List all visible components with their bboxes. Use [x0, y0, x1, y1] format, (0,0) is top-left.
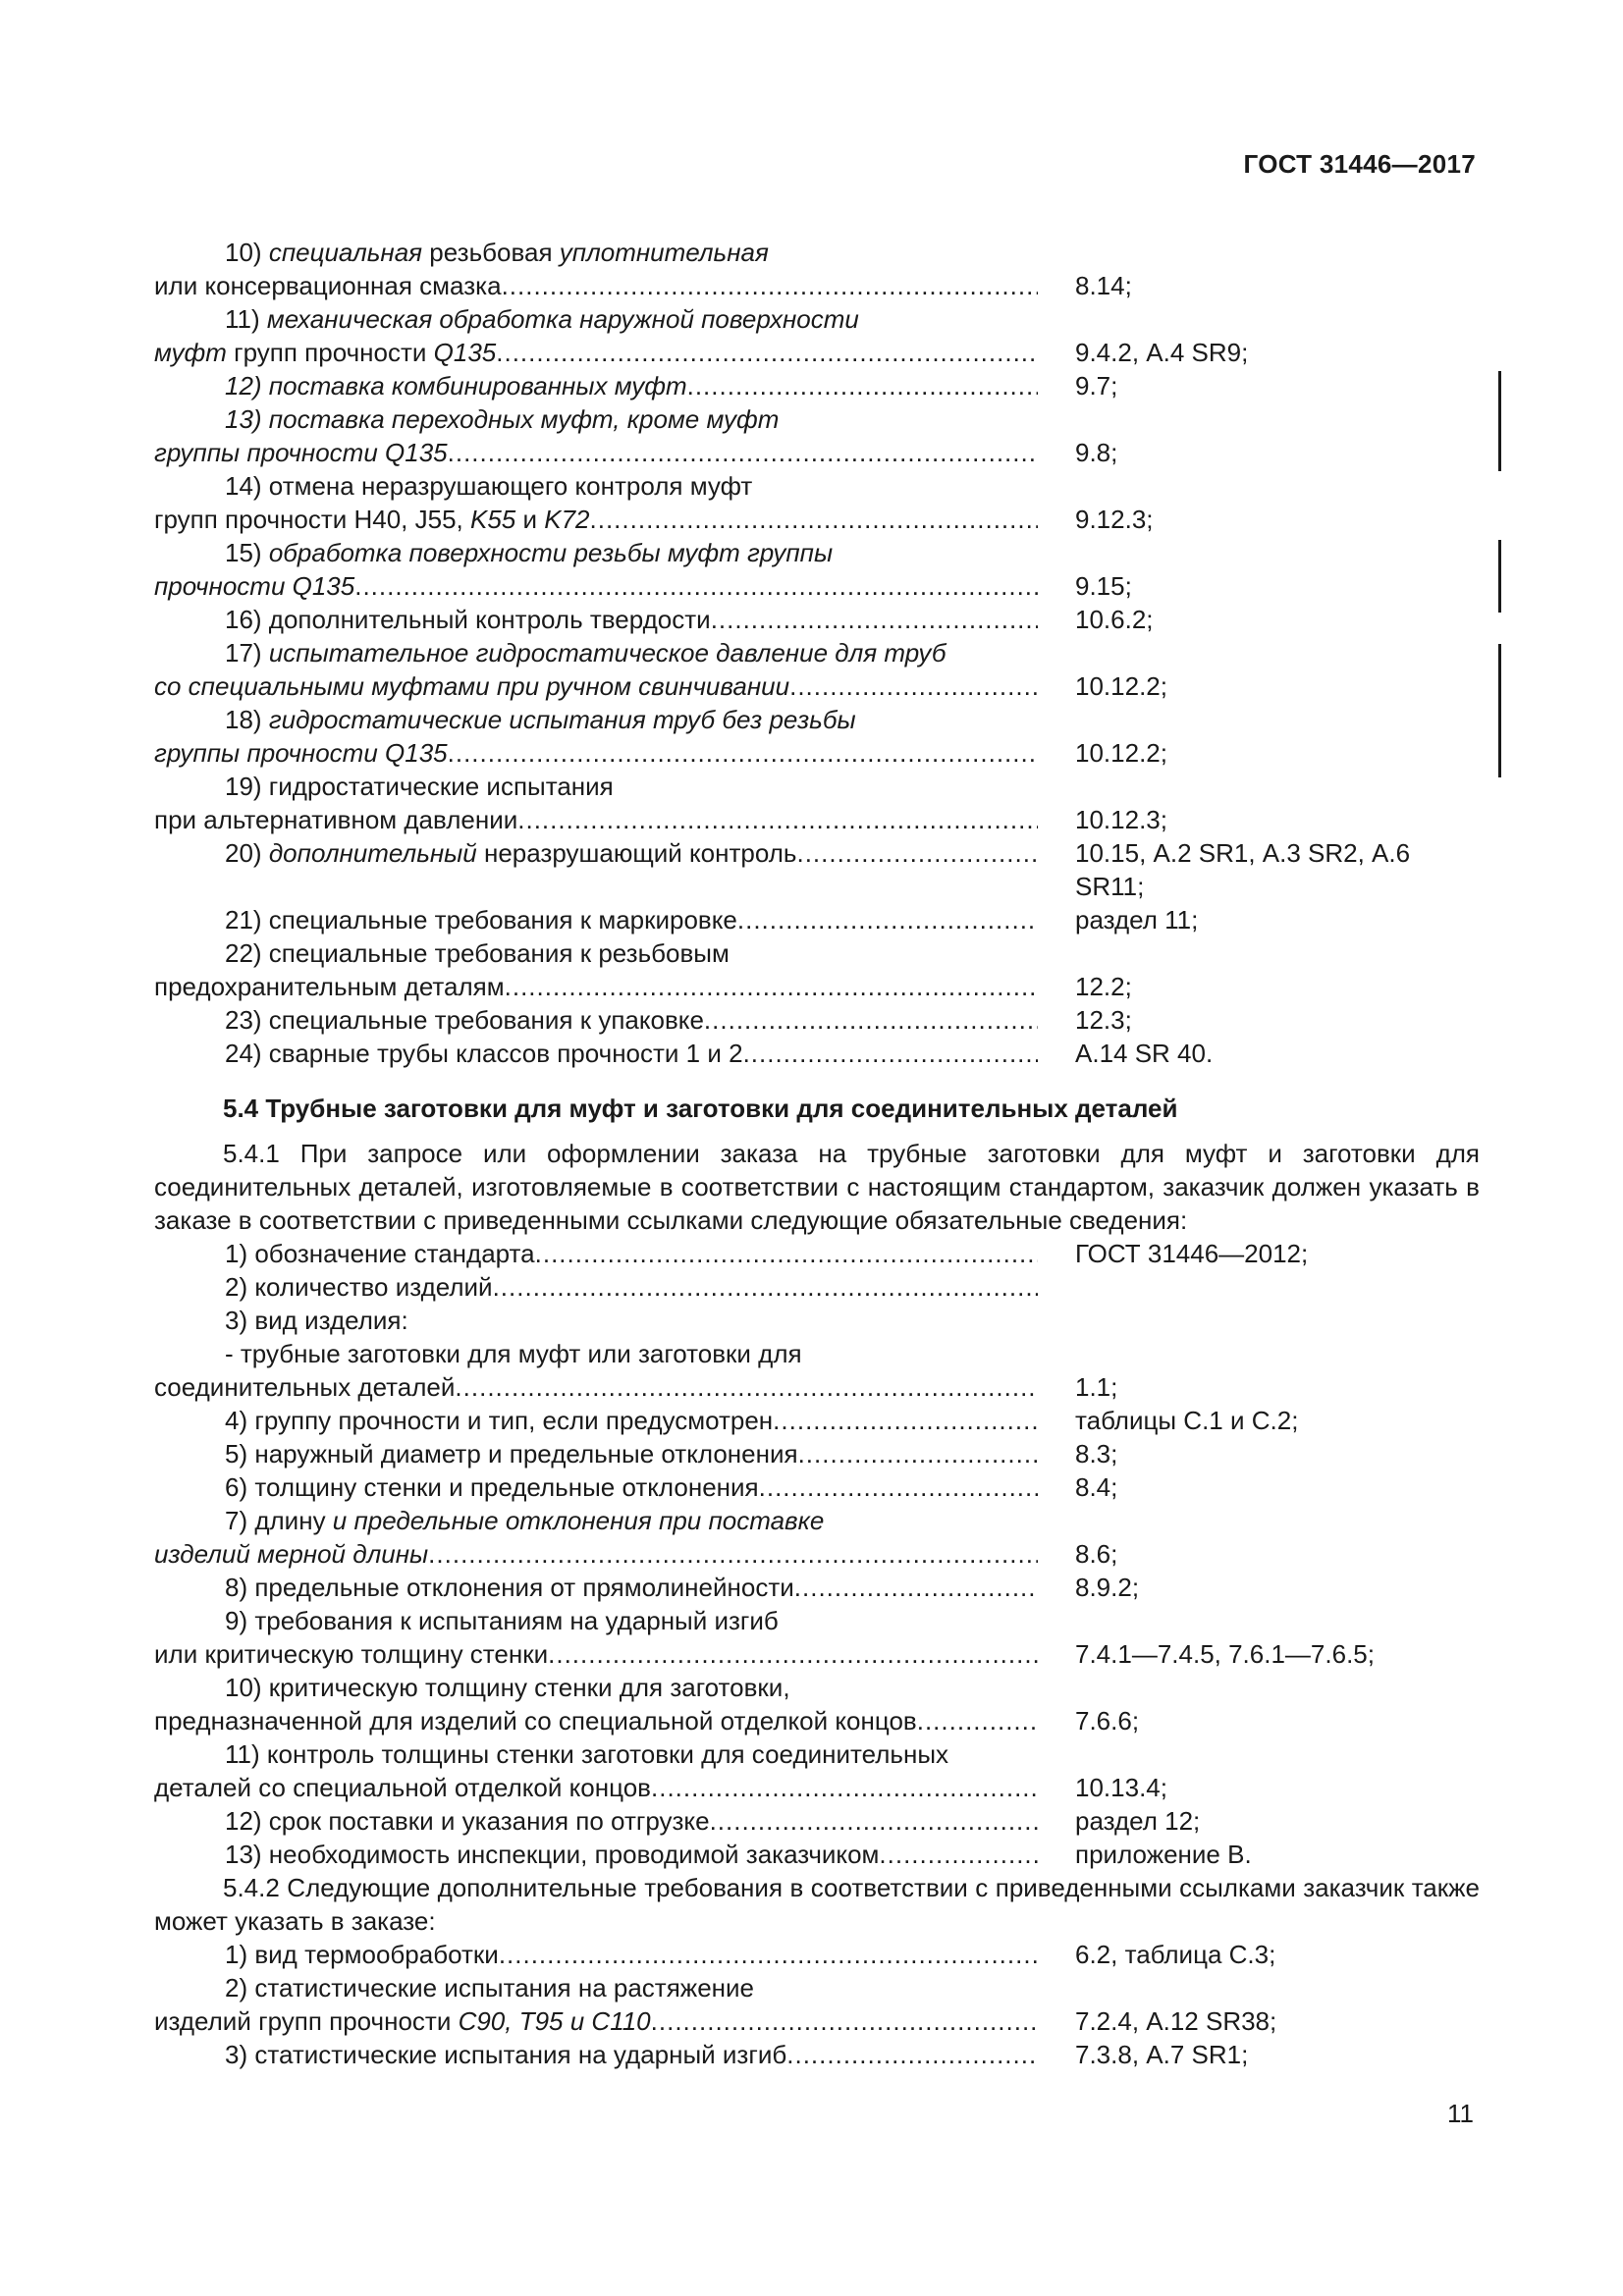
list-item-text: со специальными муфтами при ручном свинчивании	[154, 671, 790, 701]
dot-leader	[798, 1437, 1038, 1470]
clause-reference: 7.3.8, А.7 SR1;	[1075, 2040, 1249, 2069]
clause-reference: 8.4;	[1075, 1472, 1118, 1502]
list-item	[154, 1404, 1480, 1437]
clause-reference: 8.3;	[1075, 1439, 1118, 1468]
list-item-text: муфт групп прочности Q135	[154, 338, 497, 367]
list-item-text: 8) предельные отклонения от прямолинейности	[225, 1573, 794, 1602]
clause-reference: 9.7;	[1075, 371, 1118, 400]
clause-reference: приложение В.	[1075, 1840, 1252, 1869]
clause-reference: 10.6.2;	[1075, 605, 1154, 634]
list-item	[154, 1470, 1480, 1504]
dot-leader	[743, 1037, 1038, 1070]
list-item-text: 3) статистические испытания на ударный изгиб	[225, 2040, 787, 2069]
dot-leader	[651, 2004, 1038, 2038]
requirements-list	[154, 236, 1480, 1070]
list-item-text: группы прочности Q135	[154, 738, 448, 768]
list-item-text: при альтернативном давлении	[154, 805, 518, 834]
list-item-text: 10) критическую толщину стенки для заготовки,	[225, 1673, 790, 1702]
list-item	[154, 302, 1480, 369]
list-item-text: или критическую толщину стенки	[154, 1639, 549, 1669]
paragraph-5-4-2: 5.4.2 Следующие дополнительные требования в соответствии с приведенными ссылками заказчик также может указать в заказе:	[154, 1873, 1480, 1936]
list-item	[154, 1270, 1480, 1304]
list-item	[154, 903, 1480, 936]
list-item-text: 16) дополнительный контроль твердости	[225, 605, 711, 634]
list-item-text: 21) специальные требования к маркировке	[225, 905, 737, 934]
list-item-text: изделий групп прочности С90, Т95 и С110	[154, 2006, 651, 2036]
list-item	[154, 1671, 1480, 1737]
dot-leader	[786, 2038, 1038, 2071]
list-item	[154, 636, 1480, 703]
list-item	[154, 1938, 1480, 1971]
clause-reference: 12.3;	[1075, 1005, 1132, 1035]
dot-leader	[590, 503, 1038, 536]
clause-reference: 1.1;	[1075, 1372, 1118, 1402]
clause-reference: 9.12.3;	[1075, 505, 1154, 534]
dot-leader	[879, 1838, 1038, 1871]
list-item-text: деталей со специальной отделкой концов	[154, 1773, 651, 1802]
list-item	[154, 1437, 1480, 1470]
dot-leader	[448, 436, 1038, 469]
list-item	[154, 1337, 1480, 1404]
clause-reference: 10.12.2;	[1075, 671, 1167, 701]
clause-reference: 12.2;	[1075, 972, 1132, 1001]
list-item-text: 12) срок поставки и указания по отгрузке	[225, 1806, 710, 1836]
dot-leader	[704, 1003, 1038, 1037]
list-item-text: 1) обозначение стандарта	[225, 1239, 535, 1268]
list-item-text: 13) поставка переходных муфт, кроме муфт	[225, 404, 780, 434]
dot-leader	[502, 269, 1038, 302]
dot-leader	[759, 1470, 1038, 1504]
mandatory-info-list	[154, 1237, 1480, 1871]
dot-leader	[496, 336, 1038, 369]
dot-leader	[737, 903, 1038, 936]
list-item	[154, 1571, 1480, 1604]
dot-leader	[493, 1270, 1038, 1304]
list-item-text: 4) группу прочности и тип, если предусмотрен	[225, 1406, 774, 1435]
list-item-text: предназначенной для изделий со специальной отделкой концов	[154, 1706, 917, 1735]
list-item-text: или консервационная смазка	[154, 271, 502, 300]
list-item-text: 11) контроль толщины стенки заготовки для соединительных	[225, 1739, 949, 1769]
list-item	[154, 1971, 1480, 2038]
list-item	[154, 1003, 1480, 1037]
change-bar	[1498, 371, 1501, 471]
dot-leader	[517, 803, 1038, 836]
list-item	[154, 1737, 1480, 1804]
list-item	[154, 2038, 1480, 2071]
dot-leader	[505, 970, 1038, 1003]
clause-reference: таблицы С.1 и С.2;	[1075, 1406, 1299, 1435]
dot-leader	[651, 1771, 1038, 1804]
clause-reference: 9.15;	[1075, 571, 1132, 601]
dot-leader	[773, 1404, 1038, 1437]
list-item	[154, 936, 1480, 1003]
dot-leader	[789, 669, 1038, 703]
dot-leader	[710, 1804, 1038, 1838]
list-item	[154, 836, 1480, 903]
clause-reference: 10.13.4;	[1075, 1773, 1167, 1802]
list-item	[154, 469, 1480, 536]
list-item	[154, 402, 1480, 469]
list-item-text: предохранительным деталям	[154, 972, 505, 1001]
list-item-text: 22) специальные требования к резьбовым	[225, 938, 730, 968]
list-item	[154, 603, 1480, 636]
clause-reference: 7.6.6;	[1075, 1706, 1140, 1735]
list-item-text: 10) специальная резьбовая уплотнительная	[225, 238, 769, 267]
list-item-text: 3) вид изделия:	[225, 1306, 408, 1335]
list-item-text: 24) сварные трубы классов прочности 1 и 2	[225, 1039, 743, 1068]
clause-reference: 6.2, таблица С.3;	[1075, 1940, 1276, 1969]
list-item-text: 13) необходимость инспекции, проводимой заказчиком	[225, 1840, 880, 1869]
clause-reference: 8.6;	[1075, 1539, 1118, 1569]
list-item-text: соединительных деталей	[154, 1372, 456, 1402]
list-item-text: 11) механическая обработка наружной поверхности	[225, 304, 859, 334]
list-item	[154, 369, 1480, 402]
list-item-text: 7) длину и предельные отклонения при поставке	[225, 1506, 825, 1535]
list-item-text: 2) количество изделий	[225, 1272, 493, 1302]
list-item	[154, 1037, 1480, 1070]
additional-requirements-list	[154, 1938, 1480, 2071]
change-bar	[1498, 644, 1501, 777]
list-item-text: 15) обработка поверхности резьбы муфт группы	[225, 538, 834, 567]
list-item	[154, 236, 1480, 302]
dot-leader	[455, 1370, 1038, 1404]
list-item-text: изделий мерной длины	[154, 1539, 429, 1569]
list-item	[154, 770, 1480, 836]
dot-leader	[796, 836, 1038, 870]
list-item	[154, 703, 1480, 770]
clause-reference: раздел 12;	[1075, 1806, 1201, 1836]
page-number: 11	[1447, 2099, 1474, 2128]
clause-reference: 9.8;	[1075, 438, 1118, 467]
dot-leader	[499, 1938, 1038, 1971]
clause-reference: 7.2.4, А.12 SR38;	[1075, 2006, 1277, 2036]
list-item-text: 19) гидростатические испытания	[225, 772, 614, 801]
dot-leader	[794, 1571, 1038, 1604]
list-item-text: 9) требования к испытаниям на ударный изгиб	[225, 1606, 779, 1635]
dot-leader	[687, 369, 1038, 402]
paragraph-5-4-1: 5.4.1 При запросе или оформлении заказа на трубные заготовки для муфт и заготовки для соединительных деталей, изготовляемые в соответствии с настоящим стандартом, заказчик должен указать в заказе в соответствии с приведенными ссылками следующие обязательные сведения:	[154, 1139, 1480, 1235]
clause-reference: 10.12.3;	[1075, 805, 1167, 834]
document-header: ГОСТ 31446—2017	[1243, 149, 1476, 179]
list-item-text: 1) вид термообработки	[225, 1940, 499, 1969]
clause-reference: 10.12.2;	[1075, 738, 1167, 768]
list-item-text: 5) наружный диаметр и предельные отклонения	[225, 1439, 798, 1468]
list-item-text: - трубные заготовки для муфт или заготовки для	[225, 1339, 802, 1368]
list-item-text: 2) статистические испытания на растяжение	[225, 1973, 754, 2002]
list-item-text: 18) гидростатические испытания труб без резьбы	[225, 705, 856, 734]
dot-leader	[711, 603, 1038, 636]
clause-reference: А.14 SR 40.	[1075, 1039, 1214, 1068]
document-content	[154, 236, 1480, 2071]
list-item-text: прочности Q135	[154, 571, 355, 601]
dot-leader	[354, 569, 1038, 603]
list-item	[154, 536, 1480, 603]
section-heading: 5.4 Трубные заготовки для муфт и заготовки для соединительных деталей	[223, 1094, 1178, 1123]
dot-leader	[428, 1537, 1038, 1571]
list-item	[154, 1838, 1480, 1871]
clause-reference: 7.4.1—7.4.5, 7.6.1—7.6.5;	[1075, 1639, 1375, 1669]
list-item	[154, 1504, 1480, 1571]
list-item-text: 20) дополнительный неразрушающий контроль	[225, 838, 797, 868]
list-item-text: 23) специальные требования к упаковке	[225, 1005, 704, 1035]
list-item-text: 12) поставка комбинированных муфт	[225, 371, 687, 400]
list-item	[154, 1604, 1480, 1671]
clause-reference: 9.4.2, А.4 SR9;	[1075, 338, 1249, 367]
list-item-text: групп прочности Н40, J55, K55 и K72	[154, 505, 590, 534]
clause-reference: 10.15, А.2 SR1, А.3 SR2, А.6 SR11;	[1075, 838, 1411, 901]
dot-leader	[548, 1637, 1038, 1671]
change-bar	[1498, 540, 1501, 613]
dot-leader	[917, 1704, 1038, 1737]
list-item-text: группы прочности Q135	[154, 438, 448, 467]
list-item-text: 17) испытательное гидростатическое давление для труб	[225, 638, 947, 667]
dot-leader	[535, 1237, 1038, 1270]
clause-reference: 8.14;	[1075, 271, 1132, 300]
list-item-text: 14) отмена неразрушающего контроля муфт	[225, 471, 753, 501]
list-item-text: 6) толщину стенки и предельные отклонения	[225, 1472, 759, 1502]
dot-leader	[448, 736, 1038, 770]
clause-reference: 8.9.2;	[1075, 1573, 1140, 1602]
list-item	[154, 1237, 1480, 1270]
list-item	[154, 1304, 1480, 1337]
clause-reference: ГОСТ 31446—2012;	[1075, 1239, 1309, 1268]
clause-reference: раздел 11;	[1075, 905, 1199, 934]
list-item	[154, 1804, 1480, 1838]
